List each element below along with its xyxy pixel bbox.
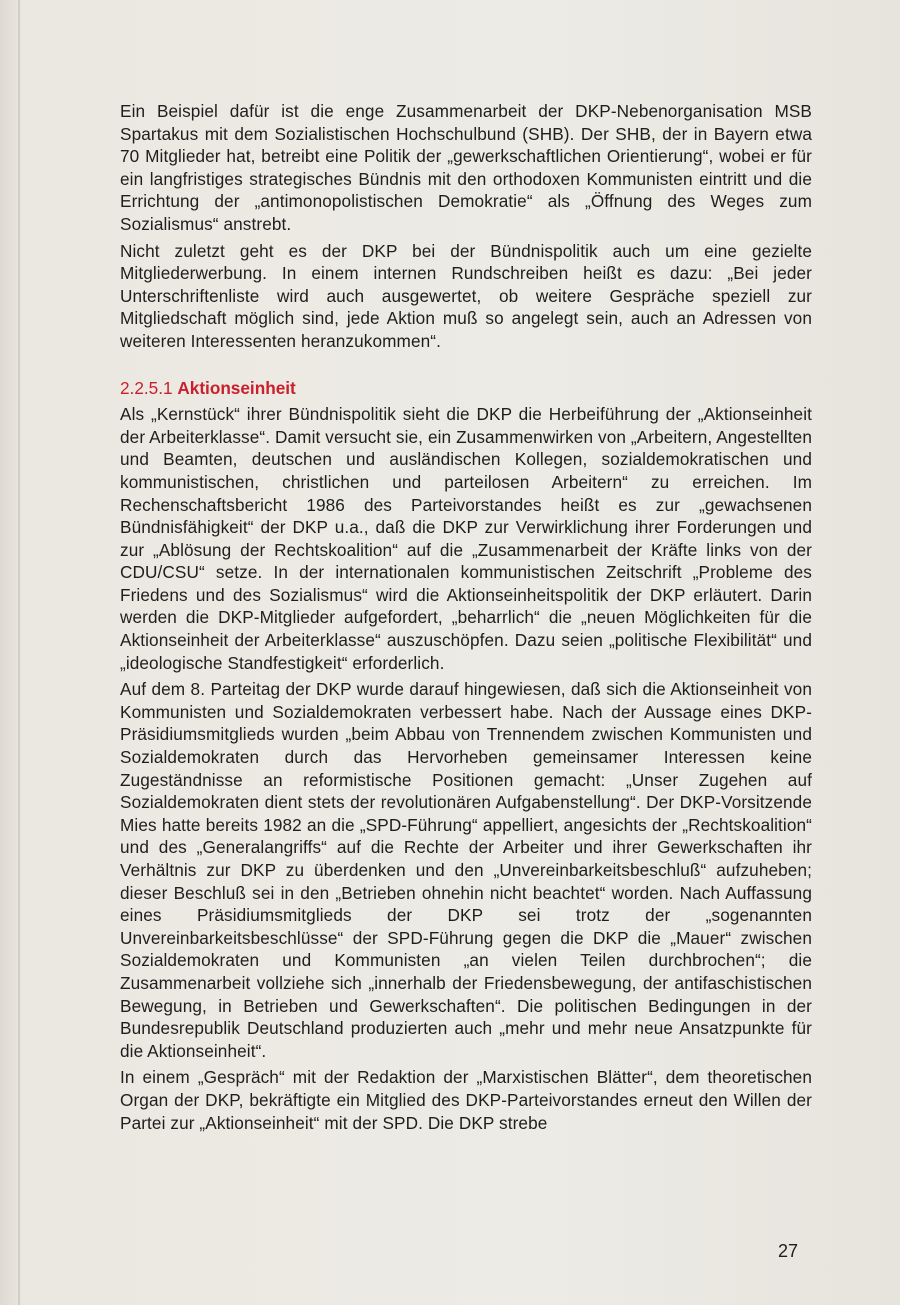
section-title: Aktionseinheit [177,377,296,398]
section-number: 2.2.5.1 [120,377,173,398]
paragraph-shb-cooperation: Ein Beispiel dafür ist die enge Zusammenarbeit der DKP-Nebenorganisation MSB Spartakus mit dem Sozialistischen Hochschulbund (SHB). Der SHB, der in Bayern etwa 70 Mitglieder hat, betreibt eine Politik der „gewerkschaftlichen Orientierung“, wobei er für ein langfristiges strategisches Bündnis mit den orthodoxen Kommunisten eintritt und die Errichtung der „antimonopolistischen Demokratie“ als „Öffnung des Weges zum Sozialismus“ anstrebt. [120,101,812,234]
paragraph-member-recruitment: Nicht zuletzt geht es der DKP bei der Bündnispolitik auch um eine gezielte Mitgliederwerbung. In einem internen Rundschreiben heißt es dazu: „Bei jeder Unterschriftenliste wird auch ausgewertet, ob weitere Gespräche speziell zur Mitgliedschaft möglich sind, jede Aktion muß so angelegt sein, auch an Adressen von weiteren Interessenten heranzukommen“. [120,240,812,351]
paragraph-marxistische-blaetter: In einem „Gespräch“ mit der Redaktion der „Marxistischen Blätter“, dem theoretischen Organ der DKP, bekräftigte ein Mitglied des DKP-Parteivorstandes erneut den Willen der Partei zur „Aktionseinheit“ mit der SPD. Die DKP strebe [120,1067,812,1133]
paragraph-parteitag: Auf dem 8. Parteitag der DKP wurde darauf hingewiesen, daß sich die Aktionseinheit von Kommunisten und Sozialdemokraten verbessert habe. Nach der Aussage eines DKP-Präsidiumsmitglieds wurden „beim Abbau von Trennendem zwischen Kommunisten und Sozialdemokraten durch das Hervorheben gemeinsamer Interessen keine Zugeständnisse an reformistische Positionen gemacht: „Unser Zugehen auf Sozialdemokraten dient stets der revolutionären Aufgabenstellung“. Der DKP-Vorsitzende Mies hatte bereits 1982 an die „SPD-Führung“ appelliert, angesichts der „Rechtskoalition“ und des „Generalangriffs“ auf die Rechte der Arbeiter und ihrer Gewerkschaften ihr Verhältnis zur DKP zu überdenken und den „Unvereinbarkeitsbeschluß“ aufzuheben; dieser Beschluß sei in den „Betrieben ohnehin nicht beachtet“ worden. Nach Auffassung eines Präsidiumsmitglieds der DKP sei trotz der „sogenannten Unvereinbarkeitsbeschlüsse“ der SPD-Führung gegen die DKP die „Mauer“ zwischen Sozialdemokraten und Kommunisten „an vielen Teilen durchbrochen“; die Zusammenarbeit vollziehe sich „innerhalb der Friedensbewegung, der antifaschistischen Bewegung, in Betrieben und Gewerkschaften“. Die politischen Bedingungen in der Bundesrepublik Deutschland produzierten auch „mehr und mehr neue Ansatzpunkte für die Aktionseinheit“. [120,679,812,1061]
page-binding-edge [18,0,20,1305]
page-body [120,100,812,1134]
section-heading [120,377,812,400]
page-number: 27 [778,1241,799,1261]
paragraph-kernstueck: Als „Kernstück“ ihrer Bündnispolitik sieht die DKP die Herbeiführung der „Aktionseinheit der Arbeiterklasse“. Damit versucht sie, ein Zusammenwirken von „Arbeitern, Angestellten und Beamten, deutschen und ausländischen Kollegen, sozialdemokratischen und kommunistischen, christlichen und parteilosen Arbeitern“ zu erreichen. Im Rechenschaftsbericht 1986 des Parteivorstandes heißt es zur „gewachsenen Bündnisfähigkeit“ der DKP u.a., daß die DKP zur Verwirklichung ihrer Forderungen und zur „Ablösung der Rechtskoalition“ auf die „Zusammenarbeit der Kräfte links von der CDU/CSU“ setze. In der internationalen kommunistischen Zeitschrift „Probleme des Friedens und des Sozialismus“ wird die Aktionseinheitspolitik der DKP erläutert. Darin werden die DKP-Mitglieder aufgefordert, „beharrlich“ die „neuen Möglichkeiten für die Aktionseinheit der Arbeiterklasse“ auszuschöpfen. Dazu seien „politische Flexibilität“ und „ideologische Standfestigkeit“ erforderlich. [120,404,812,673]
